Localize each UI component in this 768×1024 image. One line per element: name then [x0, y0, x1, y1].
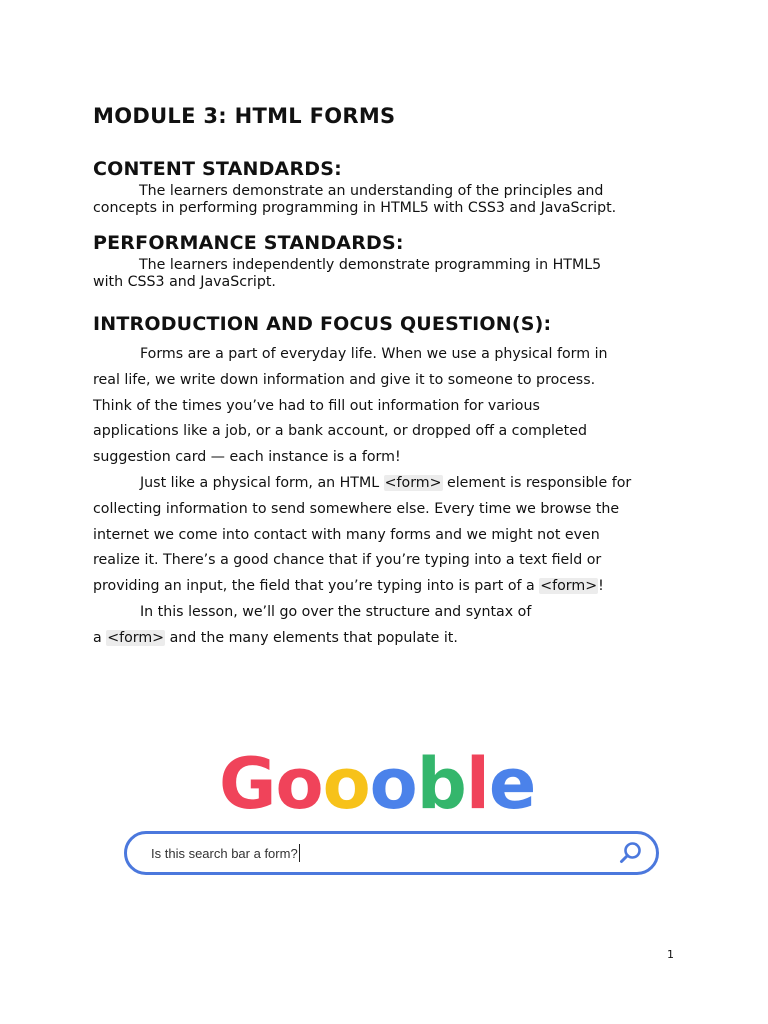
- text-line: In this lesson, we’ll go over the structure and syntax of: [140, 603, 532, 620]
- logo-letter: e: [488, 743, 536, 825]
- search-input[interactable]: [151, 844, 300, 862]
- performance-standards-heading: PERFORMANCE STANDARDS:: [93, 232, 404, 254]
- inline-code: <form>: [540, 578, 598, 595]
- text-line: Think of the times you’ve had to fill out information for various: [93, 397, 540, 414]
- search-bar[interactable]: [124, 831, 659, 875]
- inline-code: <form>: [384, 474, 442, 491]
- text-line: providing an input, the field that you’re typing into is part of a: [93, 578, 540, 595]
- paragraph: [93, 342, 693, 471]
- introduction-body: [93, 342, 693, 652]
- logo-letter: o: [369, 743, 417, 825]
- search-input-value: Is this search bar a form?: [151, 846, 298, 861]
- logo-letter: l: [465, 743, 489, 825]
- text-line: element is responsible for: [442, 474, 632, 491]
- paragraph: [93, 471, 693, 600]
- text-line: realize it. There’s a good chance that if you’re typing into a text field or: [93, 552, 602, 569]
- module-title: MODULE 3: HTML FORMS: [93, 104, 396, 128]
- content-standards-line: concepts in performing programming in HTML5 with CSS3 and JavaScript.: [93, 200, 617, 216]
- performance-standards-text: [93, 257, 683, 291]
- logo-letter: o: [275, 743, 323, 825]
- search-icon[interactable]: [618, 840, 644, 866]
- performance-standards-line: The learners independently demonstrate programming in HTML5: [139, 257, 602, 273]
- content-standards-text: [93, 183, 683, 217]
- content-standards-heading: CONTENT STANDARDS:: [93, 158, 342, 180]
- logo-letter: b: [416, 743, 466, 825]
- inline-code: <form>: [107, 629, 165, 646]
- text-line: Just like a physical form, an HTML: [140, 474, 384, 491]
- page-number: 1: [667, 948, 674, 961]
- text-line: real life, we write down information and give it to someone to process.: [93, 371, 596, 388]
- paragraph: [93, 600, 693, 652]
- logo-letter: G: [219, 743, 276, 825]
- text-line: applications like a job, or a bank account, or dropped off a completed: [93, 423, 587, 440]
- content-standards-line: The learners demonstrate an understanding of the principles and: [139, 183, 604, 199]
- gooble-logo: [219, 744, 535, 824]
- text-line: !: [598, 578, 604, 595]
- performance-standards-line: with CSS3 and JavaScript.: [93, 274, 276, 290]
- text-line: suggestion card — each instance is a form!: [93, 449, 401, 466]
- introduction-heading: INTRODUCTION AND FOCUS QUESTION(S):: [93, 313, 552, 335]
- text-line: internet we come into contact with many forms and we might not even: [93, 526, 600, 543]
- text-caret: [299, 844, 300, 862]
- text-line: collecting information to send somewhere else. Every time we browse the: [93, 500, 620, 517]
- text-line: Forms are a part of everyday life. When we use a physical form in: [140, 346, 608, 362]
- text-line: and the many elements that populate it.: [165, 629, 458, 646]
- logo-letter: o: [322, 743, 370, 825]
- text-line: a: [93, 629, 107, 646]
